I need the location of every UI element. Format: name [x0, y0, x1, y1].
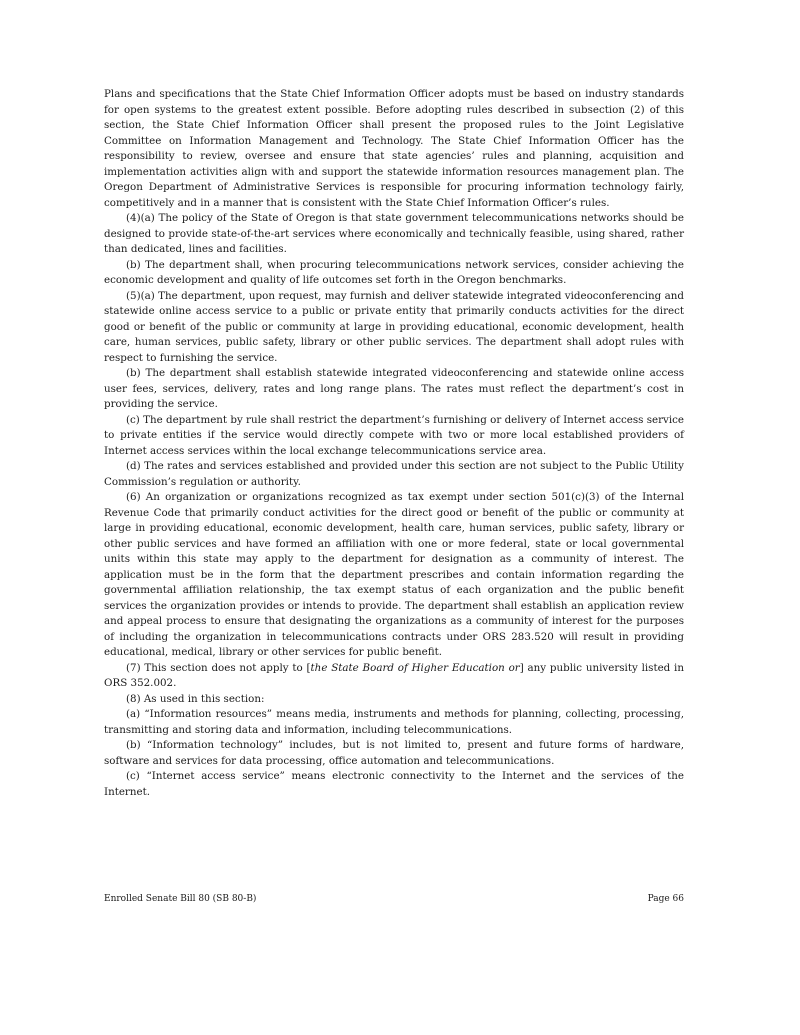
- page-number: Page 66: [647, 894, 684, 904]
- paragraph-4a: (4)(a) The policy of the State of Oregon is that state government telecommunications networks should be designed to provide state-of-the-art services where economically and technically feasible, using shared, rather than dedicated, lines and facilities.: [104, 212, 684, 255]
- paragraph-7-end: ] any public university listed in ORS 352.002.: [104, 661, 684, 689]
- paragraph-7-deleted-text: the State Board of Higher Education or: [310, 661, 520, 674]
- paragraph-5d: (d) The rates and services established and provided under this section are not subject to the Public Utility Commission’s regulation or authority.: [104, 460, 684, 488]
- page-footer: [104, 894, 684, 904]
- paragraph-4b: (b) The department shall, when procuring telecommunications network services, consider achieving the economic development and quality of life outcomes set forth in the Oregon benchmarks.: [104, 258, 684, 286]
- paragraph-5a: (5)(a) The department, upon request, may furnish and deliver statewide integrated videoconferencing and statewide online access service to a public or private entity that primarily conducts activities for the direct good or benefit of the public or community at large in providing educational, economic development, health care, human services, public safety, library or other public services. The department shall adopt rules with respect to furnishing the service.: [104, 289, 684, 364]
- bill-title: Enrolled Senate Bill 80 (SB 80-B): [104, 894, 257, 904]
- paragraph-5b: (b) The department shall establish statewide integrated videoconferencing and statewide online access user fees, services, delivery, rates and long range plans. The rates must reflect the department’s cost in providing the service.: [104, 367, 684, 410]
- paragraph-7-start: (7) This section does not apply to [: [126, 661, 311, 674]
- document-body: [104, 87, 684, 800]
- paragraph-plans-specifications: Plans and specifications that the State Chief Information Officer adopts must be based on industry standards for open systems to the greatest extent possible. Before adopting rules described in subsection (2) of this section, the State Chief Information Officer shall present the proposed rules to the Joint Legislative Committee on Information Management and Technology. The State Chief Information Officer has the responsibility to review, oversee and ensure that state agencies’ rules and planning, acquisition and implementation activities align with and support the statewide information resources management plan. The Oregon Department of Administrative Services is responsible for procuring information technology fairly, competitively and in a manner that is consistent with the State Chief Information Officer’s rules.: [104, 88, 684, 209]
- paragraph-6: (6) An organization or organizations recognized as tax exempt under section 501(c)(3) of the Internal Revenue Code that primarily conduct activities for the direct good or benefit of the public or community at large in providing educational, economic development, health care, human services, public safety, library or other public services and have formed an affiliation with one or more federal, state or local governmental units within this state may apply to the department for designation as a community of interest. The application must be in the form that the department prescribes and contain information regarding the governmental affiliation relationship, the tax exempt status of each organization and the public benefit services the organization provides or intends to provide. The department shall establish an application review and appeal process to ensure that designating the organizations as a community of interest for the purposes of including the organization in telecommunications contracts under ORS 283.520 will result in providing educational, medical, library or other services for public benefit.: [104, 491, 684, 658]
- paragraph-8: (8) As used in this section:: [126, 692, 265, 705]
- paragraph-8a: (a) “Information resources” means media, instruments and methods for planning, collecting, processing, transmitting and storing data and information, including telecommunications.: [104, 708, 684, 736]
- paragraph-7: [104, 661, 684, 692]
- paragraph-5c: (c) The department by rule shall restrict the department’s furnishing or delivery of Internet access service to private entities if the service would directly compete with two or more local established providers of Internet access services within the local exchange telecommunications service area.: [104, 413, 684, 457]
- paragraph-8b: (b) “Information technology” includes, but is not limited to, present and future forms of hardware, software and services for data processing, office automation and telecommunications.: [104, 739, 684, 767]
- paragraph-8c: (c) “Internet access service” means electronic connectivity to the Internet and the services of the Internet.: [104, 770, 684, 798]
